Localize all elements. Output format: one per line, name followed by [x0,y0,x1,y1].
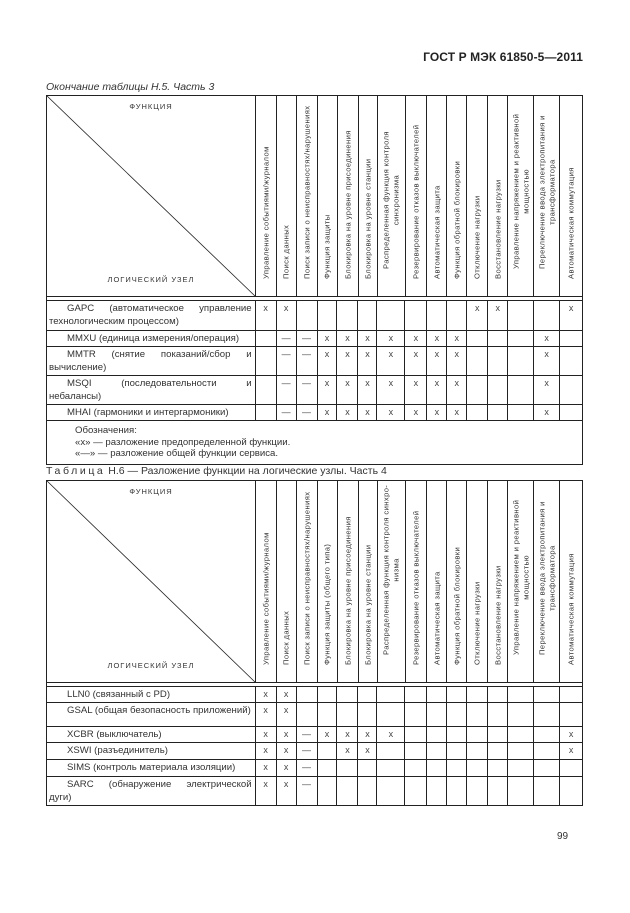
table-cell [297,703,318,726]
table-cell [508,777,534,805]
table-cell: x [277,777,297,805]
table-cell: x [568,745,574,755]
table-cell [405,301,427,330]
column-header [359,481,378,682]
table-cell [256,347,277,375]
table-cell: x [256,777,277,805]
table-row [46,703,583,727]
table-cell [447,687,467,702]
column-header-label: Резервирование отказов выключателей [411,510,421,665]
table-cell: x [277,687,297,702]
table-cell: x [277,743,297,759]
column-header [534,96,560,296]
column-header-label: Управление событиями/журналом [261,531,271,665]
table-cell [488,743,508,759]
table-cell: x [377,405,405,420]
table-cell [447,301,467,330]
table-cell [447,777,467,805]
column-header-label: Управление напряжением и реактивной мощностью [511,499,530,655]
table-cell [427,727,447,742]
caption-prefix: Таблица [46,465,106,477]
table-cell: x [358,331,377,346]
logical-node-name: MHAI (гармоники и интергармоники) [47,405,256,420]
table-cell: — [297,743,318,759]
table-cell: — [297,331,318,346]
table-cell [318,687,338,702]
table-cell: x [358,727,377,742]
table-cell: x [447,347,467,375]
table-cell: — [277,376,297,404]
table-cell: x [447,405,467,420]
column-header-label: Блокировка на уровне станции [362,158,372,279]
table-row [46,727,583,743]
table-cell: x [256,703,277,726]
table-cell: x [358,376,377,404]
table-cell [560,703,582,726]
table-cell: x [534,376,560,404]
table-cell [427,743,447,759]
column-header-label: Поиск записи о неисправностях/нарушениях [302,105,312,279]
column-header-label: Управление напряжением и реактивной мощностью [511,113,530,269]
table-cell: x [534,331,560,346]
column-header [277,96,297,296]
column-header-label: Автоматическая коммутация [566,552,576,665]
table-cell [337,687,358,702]
table-body [46,301,583,421]
table-cell [337,301,358,330]
table-row [46,301,583,331]
column-header [318,481,338,682]
column-header-label: Функция защиты (общего типа) [322,543,332,665]
column-header-label: Восстановление нагрузки [493,564,502,665]
column-header [318,96,338,296]
column-header-label: Переключение ввода электропитания и трансформатора [537,501,556,655]
header-corner [47,481,256,682]
table-cell [358,777,377,805]
table-cell [318,301,338,330]
table-cell: x [568,303,574,313]
table-cell [508,405,534,420]
logical-node-name: XCBR (выключатель) [47,727,256,742]
column-header-label: Поиск данных [281,224,291,279]
column-header-label: Автоматическая защита [432,184,442,279]
table-cell: — [277,331,297,346]
table-cell [467,405,488,420]
table-cell [508,331,534,346]
table-cell [377,301,405,330]
table-cell: x [318,331,338,346]
column-header [560,96,582,296]
table-cell [337,760,358,776]
table-cell: x [318,376,338,404]
column-header [406,96,428,296]
table-cell [447,743,467,759]
table-cell [427,760,447,776]
table-cell: x [337,743,358,759]
table-cell: — [297,760,318,776]
table-cell [447,760,467,776]
logical-node-name: SARC (обнаружение электрической дуги) [47,777,256,805]
table-cell: x [337,727,358,742]
column-header [378,96,406,296]
column-header [508,481,534,682]
table-cell [467,703,488,726]
table-cell: x [377,347,405,375]
table-cell: x [405,331,427,346]
table-cell [377,760,405,776]
column-header-label: Блокировка на уровне станции [362,544,372,665]
table-cell [467,777,488,805]
table-cell [427,777,447,805]
column-header-label: Функция обратной блокировки [452,546,462,665]
column-header [338,96,359,296]
column-header-label: Автоматическая защита [432,570,442,665]
table-cell [318,760,338,776]
table-cell: x [447,376,467,404]
table-cell [560,331,582,346]
table-cell [256,376,277,404]
column-header [488,96,508,296]
diagonal-line [47,481,255,682]
table-cell [488,760,508,776]
table-cell [508,347,534,375]
table-row [46,777,583,806]
table-cell: x [277,727,297,742]
table-cell: x [405,405,427,420]
table-row [46,760,583,777]
table-cell [427,687,447,702]
column-header-label: Переключение ввода электропитания и трансформатора [537,115,556,269]
table-cell: x [377,331,405,346]
table-cell [560,687,582,702]
table-cell [488,727,508,742]
table-cell: — [297,376,318,404]
logical-node-label: ЛОГИЧЕСКИЙ УЗЕЛ [107,661,195,670]
header-corner [47,96,256,296]
column-header [447,481,467,682]
column-header-label: Резервирование отказов выключателей [411,124,421,279]
column-header-label: Распределенная функция контроля синхро- низма [381,484,401,655]
column-header-label: Отключение нагрузки [472,581,482,665]
column-header [359,96,378,296]
table-cell [560,777,582,805]
table-row [46,347,583,376]
table-header [46,480,583,682]
table-cell [358,703,377,726]
table-cell: x [427,347,447,375]
table-cell [405,687,427,702]
table-cell [508,743,534,759]
table-cell: — [297,405,318,420]
table-cell [508,687,534,702]
table-cell: — [277,405,297,420]
logical-node-name: GAPC (автоматическое управление технологическим процессом) [47,301,256,330]
legend-title: Обозначения: [75,425,137,436]
table-cell [467,331,488,346]
table-cell [427,703,447,726]
column-header-label: Поиск данных [281,610,291,665]
table-h6-part4 [46,480,583,806]
table-cell [256,331,277,346]
table-h5-part3 [46,95,583,465]
table-cell [256,405,277,420]
table-cell [377,703,405,726]
logical-node-name: GSAL (общая безопасность приложений) [47,703,256,726]
table-cell [534,743,560,759]
table-body [46,687,583,806]
table2-caption [46,465,387,477]
column-header [447,96,467,296]
legend-line-dash: «—» — разложение общей функции сервиса. [75,448,279,459]
table-row [46,376,583,405]
table-cell: x [256,687,277,702]
table-cell: x [488,301,508,330]
table-cell [467,743,488,759]
table-cell: x [534,405,560,420]
logical-node-label: ЛОГИЧЕСКИЙ УЗЕЛ [107,275,195,284]
table-cell: x [256,743,277,759]
table-cell: x [405,376,427,404]
table-cell: x [377,727,405,742]
column-header-label: Распределенная функция контроля синхронизма [381,131,401,269]
column-header-label: Блокировка на уровне присоединения [342,515,352,665]
column-header-label: Функция защиты [322,213,332,279]
table-cell: x [318,347,338,375]
table-cell [508,703,534,726]
table-cell: — [297,347,318,375]
table-cell: x [337,347,358,375]
column-header [508,96,534,296]
table-cell [405,777,427,805]
table-cell: x [427,376,447,404]
legend-line-x: «x» — разложение предопределенной функции. [75,436,291,448]
table-cell [488,405,508,420]
table-cell [534,727,560,742]
table-cell: x [256,760,277,776]
column-header-label: Функция обратной блокировки [452,160,462,279]
table-cell [297,687,318,702]
table-cell [560,760,582,776]
table-cell [467,687,488,702]
column-header [534,481,560,682]
table-cell [377,743,405,759]
table-cell: — [297,777,318,805]
table-cell: x [358,347,377,375]
column-header [256,96,277,296]
table-cell: x [534,347,560,375]
column-header [338,481,359,682]
table-cell: x [277,301,297,330]
caption-rest: Н.6 — Разложение функции на логические узлы. Часть 4 [105,465,387,477]
table-cell [405,743,427,759]
table-cell: — [277,347,297,375]
table-row [46,687,583,703]
table-cell [427,301,447,330]
column-header [378,481,406,682]
table-cell [488,703,508,726]
table-cell [508,727,534,742]
column-headers [256,481,582,682]
table-cell [405,703,427,726]
column-header-label: Автоматическая коммутация [566,166,576,279]
column-header-label: Отключение нагрузки [472,195,482,279]
column-header [297,96,318,296]
table-header [46,95,583,296]
column-header [256,481,277,682]
table-cell: x [358,743,377,759]
table-cell [377,687,405,702]
table-cell: x [427,405,447,420]
column-header [467,481,488,682]
column-header [427,96,447,296]
table-cell: x [405,347,427,375]
table-cell [560,347,582,375]
table-cell: x [318,405,338,420]
table-row [46,405,583,421]
column-header [406,481,428,682]
table-cell [467,760,488,776]
table-row [46,743,583,760]
table-cell: x [358,405,377,420]
table-cell [488,687,508,702]
table-cell [508,760,534,776]
table-cell [508,301,534,330]
table-cell [508,376,534,404]
table-cell [447,703,467,726]
table-cell [534,687,560,702]
table1-caption: Окончание таблицы Н.5. Часть 3 [46,81,215,93]
column-header [467,96,488,296]
table-cell [534,760,560,776]
table-cell: x [337,376,358,404]
table-cell: — [297,727,318,742]
column-header-label: Блокировка на уровне присоединения [342,129,352,279]
table-cell [467,376,488,404]
table-cell: x [467,301,488,330]
table-cell [534,301,560,330]
table-cell [358,760,377,776]
table-cell [358,687,377,702]
column-headers [256,96,582,296]
table-cell [467,727,488,742]
table-cell [405,760,427,776]
table-cell [297,301,318,330]
document-header: ГОСТ Р МЭК 61850-5—2011 [423,50,583,64]
logical-node-name: LLN0 (связанный с PD) [47,687,256,702]
table-cell: x [318,727,338,742]
table-cell: x [277,703,297,726]
column-header [297,481,318,682]
table-cell: x [256,301,277,330]
table-cell [318,703,338,726]
table-cell [318,777,338,805]
table-cell [358,301,377,330]
column-header-label: Управление событиями/журналом [261,145,271,279]
logical-node-name: MSQI (последовательности и небалансы) [47,376,256,404]
table-cell [488,331,508,346]
table-cell [488,777,508,805]
column-header [427,481,447,682]
page-number: 99 [557,831,569,842]
table-cell [534,777,560,805]
logical-node-name: MMTR (снятие показаний/сбор и вычисление) [47,347,256,375]
column-header [560,481,582,682]
legend [46,421,583,465]
table-cell: x [447,331,467,346]
table-cell [560,376,582,404]
table-cell: x [377,376,405,404]
table-cell: x [568,729,574,739]
diagonal-line [47,96,255,296]
column-header [488,481,508,682]
table-cell [377,777,405,805]
table-cell: x [337,405,358,420]
function-label: ФУНКЦИЯ [129,487,173,496]
table-cell [467,347,488,375]
table-cell: x [427,331,447,346]
column-header [277,481,297,682]
table-cell [318,743,338,759]
table-cell [534,703,560,726]
table-cell [337,777,358,805]
table-cell: x [337,331,358,346]
logical-node-name: SIMS (контроль материала изоляции) [47,760,256,776]
table-cell [560,405,582,420]
function-label: ФУНКЦИЯ [129,102,173,111]
column-header-label: Поиск записи о неисправностях/нарушениях [302,491,312,665]
table-cell [447,727,467,742]
table-cell: x [256,727,277,742]
logical-node-name: MMXU (единица измерения/операция) [47,331,256,346]
table-cell [337,703,358,726]
table-cell [488,376,508,404]
table-cell: x [277,760,297,776]
logical-node-name: XSWI (разъединитель) [47,743,256,759]
table-cell [488,347,508,375]
column-header-label: Восстановление нагрузки [493,178,502,279]
table-row [46,331,583,347]
table-cell [405,727,427,742]
